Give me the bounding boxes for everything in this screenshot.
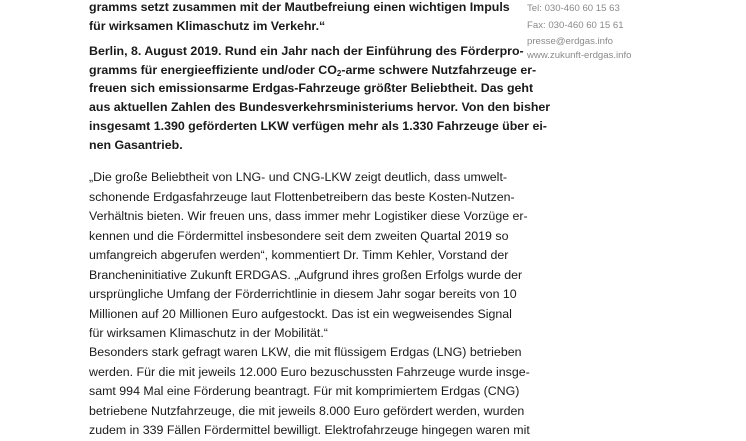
text-line: kennen und die Fördermittel insbesondere seit dem zweiten Quartal 2019 so	[89, 228, 509, 243]
text-line: für wirksamen Klimaschutz im Verkehr.“	[89, 19, 326, 33]
text-line: „Die große Beliebtheit von LNG- und CNG-LKW zeigt deutlich, dass umwelt-	[89, 170, 508, 184]
subscript: 2	[336, 68, 342, 78]
text-line: nen Gasantrieb.	[89, 137, 183, 152]
text-line: Millionen auf 20 Millionen Euro aufgestockt. Das ist ein wegweisendes Signal	[89, 306, 512, 321]
text-line: Brancheninitiative Zukunft ERDGAS. „Aufgrund ihres großen Erfolgs wurde der	[89, 267, 523, 282]
contact-fax: Fax: 030-460 60 15 61	[527, 20, 624, 31]
text-line: freuen sich emissionsarme Erdgas-Fahrzeuge größter Beliebtheit. Das geht	[89, 81, 534, 96]
contact-email[interactable]: presse@erdgas.info	[527, 36, 614, 47]
text-line: samt 994 Mal eine Förderung beantragt. Für mit komprimiertem Erdgas (CNG)	[89, 384, 520, 398]
text-line: insgesamt 1.390 geförderten LKW verfügen mehr als 1.330 Fahrzeuge über ei-	[89, 118, 547, 133]
text-line: Besonders stark gefragt waren LKW, die mit flüssigem Erdgas (LNG) betrieben	[89, 345, 522, 359]
text-line: aus aktuellen Zahlen des Bundesverkehrsministeriums hervor. Von den bisher	[89, 100, 551, 115]
text-line: gramms setzt zusammen mit der Mautbefreiung einen wichtigen Impuls	[89, 0, 510, 14]
lead-paragraph	[89, 42, 550, 154]
quote-paragraph	[89, 168, 528, 344]
text-line: Verhältnis bieten. Wir freuen uns, dass immer mehr Logistiker diese Vorzüge er-	[89, 209, 528, 223]
text-segment: gramms für energieeffiziente und/oder CO	[89, 62, 337, 77]
text-line: betriebene Nutzfahrzeuge, die mit jeweils 8.000 Euro gefördert werden, wurden	[89, 403, 525, 418]
text-line	[89, 61, 550, 80]
contact-tel: Tel: 030-460 60 15 63	[527, 3, 620, 14]
header-quote	[89, 0, 510, 36]
contact-website[interactable]: www.zukunft-erdgas.info	[527, 50, 632, 61]
text-line: umfangreich abgerufen werden“, kommentiert Dr. Timm Kehler, Vorstand der	[89, 248, 509, 262]
body-paragraph-lng-cng	[89, 343, 530, 441]
text-line: werden. Für die mit jeweils 12.000 Euro bezuschussten Fahrzeuge wurde insge-	[89, 364, 530, 379]
text-line: ursprüngliche Umfang der Förderrichtlinie in diesem Jahr sogar bereits von 10	[89, 287, 517, 301]
text-line: schonende Erdgasfahrzeuge laut Flottenbetreibern das beste Kosten-Nutzen-	[89, 189, 515, 204]
text-line: für wirksamen Klimaschutz in der Mobilität.“	[89, 326, 328, 340]
text-line: zudem in 339 Fällen Fördermittel bewilligt. Elektrofahrzeuge hingegen waren mit	[89, 423, 530, 437]
text-segment: -arme schwere Nutzfahrzeuge er-	[341, 62, 537, 77]
text-line: Berlin, 8. August 2019. Rund ein Jahr nach der Einführung des Förderpro-	[89, 44, 524, 58]
